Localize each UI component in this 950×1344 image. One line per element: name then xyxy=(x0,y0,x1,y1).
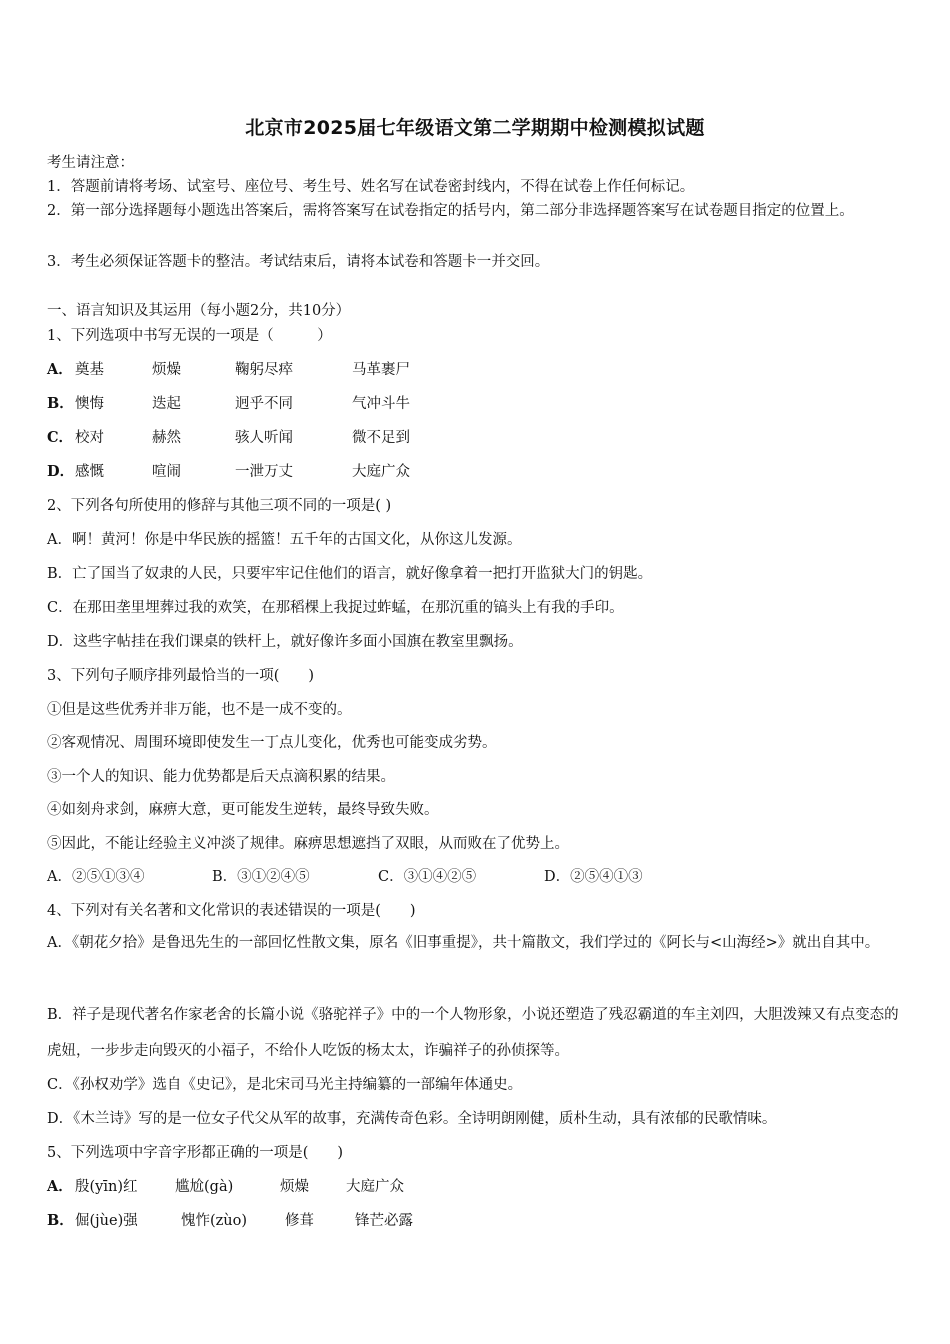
question-5-option-b: B．倔(jùe)强 愧怍(zùo) 修葺 锋芒必露 xyxy=(47,1212,413,1229)
question-5-option-a: A． 殷(yīn)红 尴尬(gà) 烦燥 大庭广众 xyxy=(47,1178,404,1195)
question-1-option-d: D．感慨 喧闹 一泄万丈 大庭广众 xyxy=(47,463,410,480)
section-heading: 一、语言知识及其运用（每小题2分，共10分） xyxy=(47,303,351,319)
question-3-options: A．②⑤①③④ B．③①②④⑤ C．③①④②⑤ D．②⑤④①③ xyxy=(47,869,643,885)
notice-item: 3．考生必须保证答题卡的整洁。考试结束后，请将本试卷和答题卡一并交回。 xyxy=(47,254,550,270)
question-1-option-a: A． 奠基 烦燥 鞠躬尽瘁 马革裹尸 xyxy=(47,361,410,378)
question-5-stem: 5、下列选项中字音字形都正确的一项是( ) xyxy=(47,1145,344,1161)
question-4-stem: 4、下列对有关名著和文化常识的表述错误的一项是( ) xyxy=(47,903,416,919)
question-1-stem: 1、下列选项中书写无误的一项是（ ） xyxy=(47,328,332,344)
notice-item: 2．第一部分选择题每小题选出答案后，需将答案写在试卷指定的括号内，第二部分非选择题答案写在试卷题目指定的位置上。 xyxy=(47,203,854,219)
question-3-sentence: ⑤因此，不能让经验主义冲淡了规律。麻痹思想遮挡了双眼，从而败在了优势上。 xyxy=(47,836,569,852)
page-title: 北京市2025届七年级语文第二学期期中检测模拟试题 xyxy=(245,117,705,139)
question-4-option-b: B．祥子是现代著名作家老舍的长篇小说《骆驼祥子》中的一个人物形象，小说还塑造了残忍霸道的车主刘四，大胆泼辣又有点变态的虎妞，一步步走向毁灭的小福子，不给仆人吃饭的杨太太，诈骗祥子的孙侦探等。 xyxy=(47,1007,899,1059)
question-3-sentence: ④如刻舟求剑，麻痹大意，更可能发生逆转，最终导致失败。 xyxy=(47,802,439,818)
question-3-sentence: ①但是这些优秀并非万能，也不是一成不变的。 xyxy=(47,702,352,718)
question-4-option-a: A．《朝花夕拾》是鲁迅先生的一部回忆性散文集，原名《旧事重提》，共十篇散文，我们学过的《阿长与<山海经>》就出自其中。 xyxy=(47,935,880,951)
question-4-option-c: C．《孙权劝学》选自《史记》，是北宋司马光主持编纂的一部编年体通史。 xyxy=(47,1077,523,1093)
question-3-sentence: ③一个人的知识、能力优势都是后天点滴积累的结果。 xyxy=(47,769,395,785)
question-2-option-d: D．这些字帖挂在我们课桌的铁杆上，就好像许多面小国旗在教室里飘扬。 xyxy=(47,634,523,650)
notice-item: 1．答题前请将考场、试室号、座位号、考生号、姓名写在试卷密封线内，不得在试卷上作任何标记。 xyxy=(47,179,695,195)
question-4-option-d: D．《木兰诗》写的是一位女子代父从军的故事，充满传奇色彩。全诗明朗刚健，质朴生动，具有浓郁的民歌情味。 xyxy=(47,1111,777,1127)
question-3-stem: 3、下列句子顺序排列最恰当的一项( ) xyxy=(47,668,315,684)
question-1-option-b: B．懊悔 迭起 迥乎不同 气冲斗牛 xyxy=(47,395,410,412)
question-3-sentence: ②客观情况、周围环境即使发生一丁点儿变化，优秀也可能变成劣势。 xyxy=(47,735,497,751)
question-2-option-c: C．在那田垄里埋葬过我的欢笑，在那稻棵上我捉过蚱蜢，在那沉重的镐头上有我的手印。 xyxy=(47,600,624,616)
notice-heading: 考生请注意： xyxy=(47,155,134,171)
question-2-option-a: A．啊！黄河！你是中华民族的摇篮！五千年的古国文化，从你这儿发源。 xyxy=(47,532,522,548)
question-2-stem: 2、下列各句所使用的修辞与其他三项不同的一项是( ) xyxy=(47,498,392,514)
question-1-option-c: C． 校对 赫然 骇人听闻 微不足到 xyxy=(47,429,410,446)
question-2-option-b: B．亡了国当了奴隶的人民，只要牢牢记住他们的语言，就好像拿着一把打开监狱大门的钥匙。 xyxy=(47,566,653,582)
